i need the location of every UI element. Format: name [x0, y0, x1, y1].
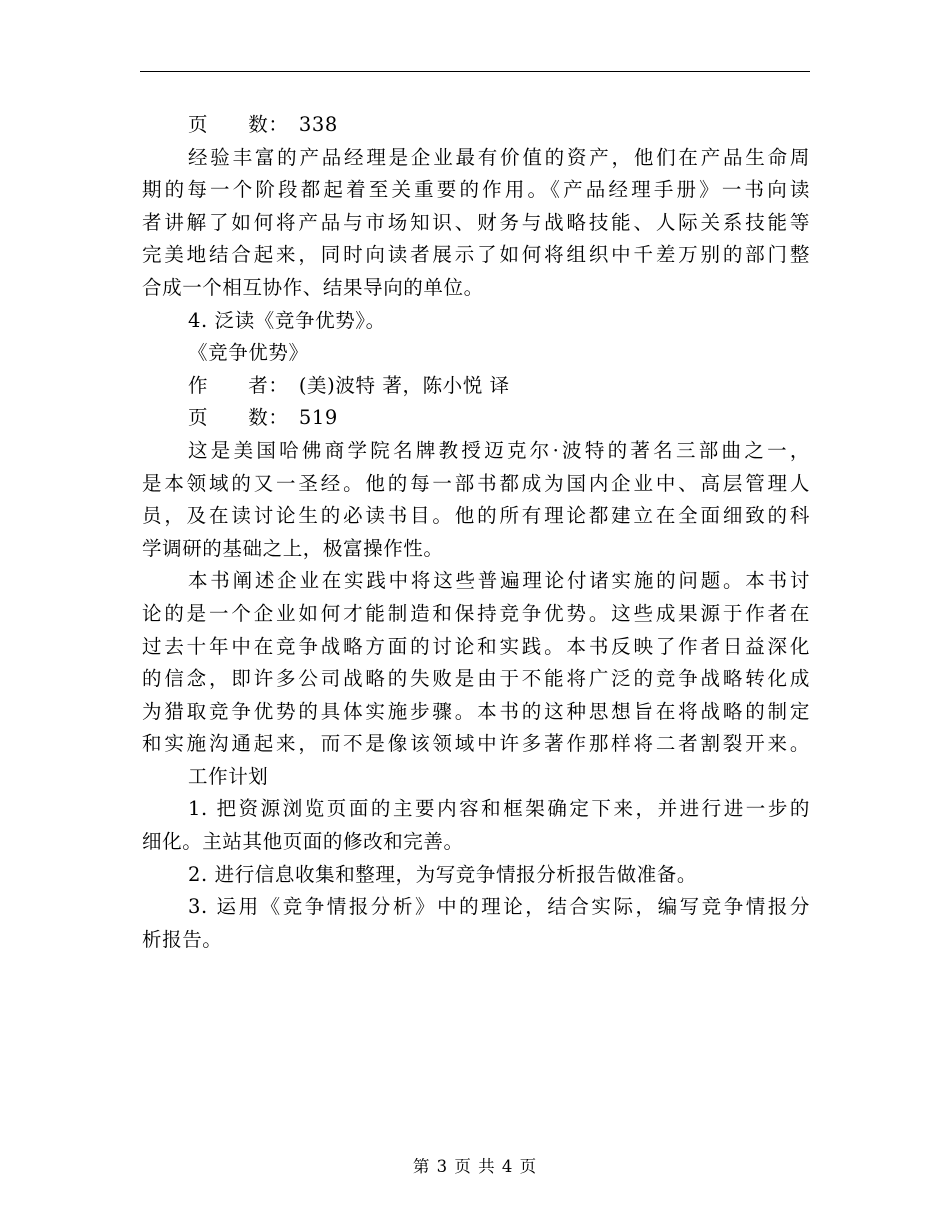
plan-item: 1. 把资源浏览页面的主要内容和框架确定下来，并进行进一步的: [188, 797, 810, 821]
document-body: [142, 109, 810, 956]
list-item-heading: 4. 泛读《竞争优势》。: [188, 308, 386, 332]
paragraph-line: 期的每一个阶段都起着至关重要的作用。《产品经理手册》一书向读: [142, 178, 810, 202]
paragraph-line: 论的是一个企业如何才能制造和保持竞争优势。这些成果源于作者在: [142, 601, 810, 625]
paragraph-line: 是本领域的又一圣经。他的每一部书都成为国内企业中、高层管理人: [142, 471, 810, 495]
paragraph-line: 过去十年中在竞争战略方面的讨论和实践。本书反映了作者日益深化: [142, 634, 810, 658]
page-number: 第 3 页 共 4 页: [412, 1157, 538, 1176]
paragraph-line: 完美地结合起来，同时向读者展示了如何将组织中千差万别的部门整: [142, 243, 810, 267]
plan-item: 细化。主站其他页面的修改和完善。: [142, 830, 464, 854]
plan-item: 2. 进行信息收集和整理，为写竞争情报分析报告做准备。: [188, 862, 698, 886]
paragraph-line: 为猎取竞争优势的具体实施步骤。本书的这种思想旨在将战略的制定: [142, 699, 810, 723]
page-footer: [0, 1153, 950, 1177]
author-line: 作 者： (美)波特 著，陈小悦 译: [188, 373, 510, 397]
paragraph-line: 合成一个相互协作、结果导向的单位。: [142, 275, 484, 299]
plan-item: 3. 运用《竞争情报分析》中的理论，结合实际，编写竞争情报分: [188, 895, 810, 919]
book-title: 《竞争优势》: [188, 341, 309, 365]
paragraph-line: 经验丰富的产品经理是企业最有价值的资产，他们在产品生命周: [188, 145, 810, 169]
paragraph-line: 者讲解了如何将产品与市场知识、财务与战略技能、人际关系技能等: [142, 210, 810, 234]
header-divider: [140, 71, 810, 72]
paragraph-line: 的信念，即许多公司战略的失败是由于不能将广泛的竞争战略转化成: [142, 667, 810, 691]
paragraph-line: 本书阐述企业在实践中将这些普遍理论付诸实施的问题。本书讨: [188, 569, 810, 593]
page-count-line: 页 数： 338: [188, 113, 338, 136]
section-heading: 工作计划: [188, 764, 269, 788]
plan-item: 析报告。: [142, 927, 223, 951]
paragraph-line: 这是美国哈佛商学院名牌教授迈克尔·波特的著名三部曲之一，: [188, 438, 810, 462]
paragraph-line: 和实施沟通起来，而不是像该领域中许多著作那样将二者割裂开来。: [142, 732, 810, 756]
paragraph-line: 员，及在读讨论生的必读书目。他的所有理论都建立在全面细致的科: [142, 504, 810, 528]
paragraph-line: 学调研的基础之上，极富操作性。: [142, 536, 444, 560]
page-count-line: 页 数： 519: [188, 406, 338, 430]
